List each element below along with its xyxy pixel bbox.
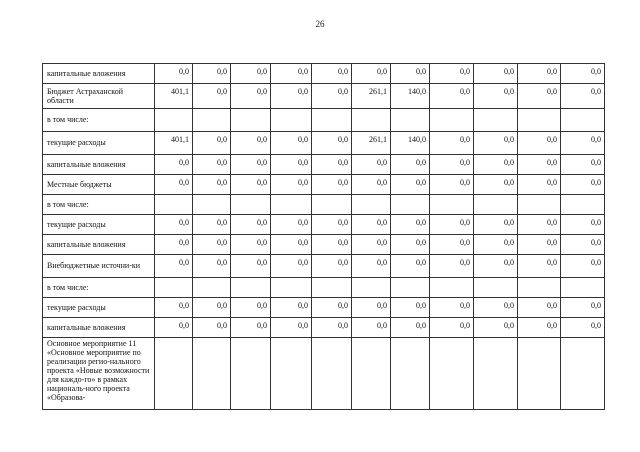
value-cell: 0,0 (312, 255, 352, 278)
value-cell (474, 278, 518, 298)
value-cell (271, 338, 312, 410)
value-cell (518, 338, 561, 410)
value-cell: 0,0 (430, 298, 474, 318)
value-cell: 0,0 (391, 215, 430, 235)
value-cell: 0,0 (352, 64, 391, 84)
table-row (43, 84, 605, 109)
row-label: в том числе: (43, 109, 155, 132)
value-cell: 0,0 (231, 318, 271, 338)
row-label: текущие расходы (43, 215, 155, 235)
table-row (43, 132, 605, 155)
value-cell: 0,0 (312, 215, 352, 235)
value-cell: 0,0 (518, 298, 561, 318)
value-cell (430, 195, 474, 215)
table-row (43, 155, 605, 175)
value-cell: 0,0 (231, 175, 271, 195)
value-cell: 0,0 (352, 235, 391, 255)
row-label: капитальные вложения (43, 318, 155, 338)
row-label: в том числе: (43, 195, 155, 215)
value-cell: 0,0 (352, 155, 391, 175)
value-cell (271, 278, 312, 298)
value-cell: 0,0 (193, 64, 231, 84)
value-cell: 0,0 (518, 255, 561, 278)
value-cell: 0,0 (391, 255, 430, 278)
value-cell: 0,0 (271, 318, 312, 338)
value-cell (352, 195, 391, 215)
value-cell (271, 109, 312, 132)
value-cell: 0,0 (561, 318, 605, 338)
value-cell: 401,1 (155, 132, 193, 155)
value-cell: 0,0 (561, 215, 605, 235)
row-label: капитальные вложения (43, 64, 155, 84)
value-cell: 0,0 (231, 298, 271, 318)
value-cell: 0,0 (155, 155, 193, 175)
value-cell (155, 338, 193, 410)
row-label: Бюджет Астраханской области (43, 84, 155, 109)
value-cell: 0,0 (193, 175, 231, 195)
value-cell: 0,0 (391, 155, 430, 175)
value-cell: 0,0 (352, 255, 391, 278)
value-cell: 0,0 (155, 235, 193, 255)
value-cell: 0,0 (518, 64, 561, 84)
value-cell: 0,0 (231, 64, 271, 84)
value-cell: 0,0 (474, 255, 518, 278)
value-cell (430, 338, 474, 410)
value-cell: 0,0 (561, 132, 605, 155)
value-cell: 0,0 (391, 64, 430, 84)
table-row (43, 338, 605, 410)
table-row (43, 255, 605, 278)
value-cell (312, 195, 352, 215)
value-cell: 140,0 (391, 84, 430, 109)
value-cell: 0,0 (231, 84, 271, 109)
row-label: Внебюджетные источни-ки (43, 255, 155, 278)
value-cell (155, 278, 193, 298)
value-cell (474, 195, 518, 215)
value-cell: 0,0 (312, 84, 352, 109)
value-cell (391, 278, 430, 298)
value-cell: 0,0 (430, 318, 474, 338)
value-cell: 0,0 (430, 215, 474, 235)
value-cell: 0,0 (193, 318, 231, 338)
table-row (43, 215, 605, 235)
value-cell: 0,0 (352, 298, 391, 318)
value-cell: 0,0 (518, 155, 561, 175)
value-cell: 0,0 (271, 215, 312, 235)
value-cell: 0,0 (561, 255, 605, 278)
value-cell: 0,0 (430, 132, 474, 155)
value-cell: 0,0 (474, 132, 518, 155)
value-cell: 0,0 (193, 215, 231, 235)
value-cell: 0,0 (231, 255, 271, 278)
value-cell (193, 195, 231, 215)
value-cell (352, 109, 391, 132)
value-cell (561, 338, 605, 410)
value-cell: 0,0 (561, 64, 605, 84)
value-cell: 0,0 (271, 298, 312, 318)
value-cell (561, 195, 605, 215)
value-cell: 261,1 (352, 132, 391, 155)
value-cell: 0,0 (312, 318, 352, 338)
value-cell: 0,0 (193, 298, 231, 318)
value-cell (561, 109, 605, 132)
value-cell: 0,0 (155, 298, 193, 318)
value-cell: 0,0 (271, 64, 312, 84)
value-cell: 0,0 (561, 155, 605, 175)
value-cell: 0,0 (561, 84, 605, 109)
value-cell (430, 109, 474, 132)
value-cell: 0,0 (231, 215, 271, 235)
value-cell (231, 195, 271, 215)
value-cell: 0,0 (271, 132, 312, 155)
value-cell: 0,0 (474, 215, 518, 235)
value-cell: 0,0 (231, 235, 271, 255)
row-label: текущие расходы (43, 298, 155, 318)
value-cell (391, 109, 430, 132)
value-cell (155, 195, 193, 215)
value-cell: 0,0 (193, 132, 231, 155)
budget-table (42, 63, 605, 410)
value-cell: 0,0 (474, 318, 518, 338)
value-cell: 0,0 (193, 255, 231, 278)
value-cell: 0,0 (430, 255, 474, 278)
value-cell: 0,0 (155, 318, 193, 338)
value-cell (312, 278, 352, 298)
row-label: Основное мероприятие 11 «Основное мероприятие по реализации регио-нального проекта «Новые возможности для каждо-го» в рамках националь-ного проекта «Образова- (43, 338, 155, 410)
value-cell: 0,0 (271, 235, 312, 255)
table-row (43, 195, 605, 215)
value-cell (271, 195, 312, 215)
value-cell: 0,0 (155, 215, 193, 235)
value-cell: 401,1 (155, 84, 193, 109)
value-cell: 0,0 (193, 155, 231, 175)
value-cell: 0,0 (155, 175, 193, 195)
value-cell: 0,0 (312, 235, 352, 255)
value-cell: 0,0 (430, 235, 474, 255)
value-cell (474, 109, 518, 132)
value-cell (561, 278, 605, 298)
value-cell (231, 278, 271, 298)
page-number: 26 (315, 19, 325, 29)
value-cell: 0,0 (231, 132, 271, 155)
value-cell: 0,0 (352, 318, 391, 338)
row-label: капитальные вложения (43, 155, 155, 175)
row-label: капитальные вложения (43, 235, 155, 255)
table-body (43, 64, 605, 410)
value-cell: 0,0 (518, 318, 561, 338)
value-cell: 0,0 (561, 298, 605, 318)
value-cell: 0,0 (312, 64, 352, 84)
value-cell (352, 338, 391, 410)
table-row (43, 278, 605, 298)
value-cell: 0,0 (474, 155, 518, 175)
value-cell (193, 278, 231, 298)
value-cell: 0,0 (474, 235, 518, 255)
value-cell (155, 109, 193, 132)
table-row (43, 175, 605, 195)
value-cell: 0,0 (518, 215, 561, 235)
value-cell (474, 338, 518, 410)
value-cell (518, 109, 561, 132)
value-cell: 0,0 (312, 132, 352, 155)
table-row (43, 298, 605, 318)
value-cell: 0,0 (231, 155, 271, 175)
value-cell: 261,1 (352, 84, 391, 109)
value-cell: 0,0 (155, 64, 193, 84)
value-cell: 0,0 (271, 155, 312, 175)
row-label: Местные бюджеты (43, 175, 155, 195)
value-cell: 0,0 (391, 235, 430, 255)
value-cell (231, 338, 271, 410)
value-cell: 0,0 (312, 175, 352, 195)
value-cell: 0,0 (518, 235, 561, 255)
value-cell: 0,0 (561, 175, 605, 195)
value-cell: 0,0 (352, 175, 391, 195)
value-cell: 0,0 (271, 175, 312, 195)
value-cell: 0,0 (518, 132, 561, 155)
value-cell: 0,0 (271, 255, 312, 278)
value-cell: 0,0 (155, 255, 193, 278)
value-cell: 0,0 (312, 298, 352, 318)
value-cell: 0,0 (193, 84, 231, 109)
value-cell (391, 338, 430, 410)
value-cell (231, 109, 271, 132)
table-row (43, 318, 605, 338)
value-cell: 0,0 (430, 84, 474, 109)
table-row (43, 64, 605, 84)
value-cell: 0,0 (518, 175, 561, 195)
row-label: в том числе: (43, 278, 155, 298)
value-cell: 0,0 (430, 175, 474, 195)
value-cell: 0,0 (518, 84, 561, 109)
value-cell (518, 195, 561, 215)
value-cell: 0,0 (430, 64, 474, 84)
value-cell: 0,0 (352, 215, 391, 235)
value-cell: 0,0 (474, 175, 518, 195)
value-cell (193, 338, 231, 410)
value-cell (312, 338, 352, 410)
value-cell: 0,0 (474, 64, 518, 84)
value-cell (391, 195, 430, 215)
value-cell: 0,0 (193, 235, 231, 255)
value-cell (193, 109, 231, 132)
value-cell: 0,0 (391, 175, 430, 195)
value-cell (352, 278, 391, 298)
value-cell: 0,0 (430, 155, 474, 175)
value-cell: 140,0 (391, 132, 430, 155)
table-row (43, 109, 605, 132)
value-cell: 0,0 (474, 84, 518, 109)
value-cell: 0,0 (271, 84, 312, 109)
value-cell: 0,0 (391, 318, 430, 338)
value-cell: 0,0 (474, 298, 518, 318)
value-cell (430, 278, 474, 298)
value-cell: 0,0 (312, 155, 352, 175)
value-cell (518, 278, 561, 298)
value-cell: 0,0 (561, 235, 605, 255)
value-cell: 0,0 (391, 298, 430, 318)
table-row (43, 235, 605, 255)
row-label: текущие расходы (43, 132, 155, 155)
value-cell (312, 109, 352, 132)
